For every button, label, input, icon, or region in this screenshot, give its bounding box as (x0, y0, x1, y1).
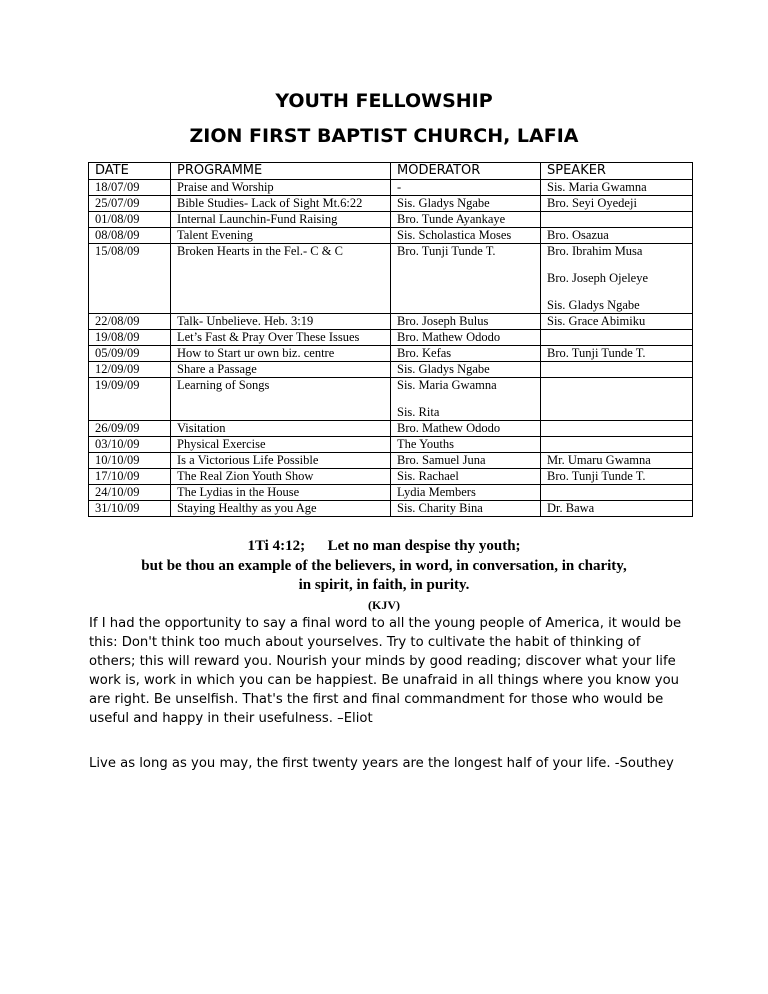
cell-moderator (391, 228, 541, 244)
cell-speaker (541, 485, 693, 501)
verse-line-3: in spirit, in faith, in purity. (298, 577, 470, 593)
moderator-line: Bro. Mathew Ododo (397, 330, 501, 344)
table-row (89, 244, 693, 314)
moderator-line: Bro. Tunji Tunde T. (397, 244, 496, 258)
cell-programme (171, 180, 391, 196)
speaker-line: Bro. Ibrahim Musa (547, 244, 643, 258)
verse-line-1: 1Ti 4:12; Let no man despise thy youth; (247, 538, 521, 554)
column-header-moderator: MODERATOR (391, 163, 541, 180)
cell-moderator (391, 362, 541, 378)
programme-line: The Real Zion Youth Show (177, 469, 314, 483)
moderator-line: Sis. Rachael (397, 469, 459, 483)
cell-moderator (391, 421, 541, 437)
moderator-line: The Youths (397, 437, 454, 451)
eliot-quote: If I had the opportunity to say a final word to all the young people of America, it would be this: Don't think too much about yourselves. Try to cultivate the habit of thinking of others; this will reward you. Nourish your minds by good reading; discover what your life work is, work in which you can be happiest. Be unafraid in all things where you know you are right. Be unselfish. That's the first and final commandment for those who would be useful and happy in their usefulness. –Eliot (89, 616, 682, 726)
verse-line-2: but be thou an example of the believers, in word, in conversation, in charity, (141, 557, 627, 574)
cell-moderator (391, 501, 541, 517)
table-row (89, 180, 693, 196)
cell-programme (171, 485, 391, 501)
cell-date: 25/07/09 (89, 196, 171, 212)
cell-programme (171, 421, 391, 437)
cell-programme (171, 453, 391, 469)
programme-line: Share a Passage (177, 362, 257, 376)
cell-moderator (391, 485, 541, 501)
programme-line: Praise and Worship (177, 180, 274, 194)
programme-line: The Lydias in the House (177, 485, 300, 499)
speaker-line: Sis. Grace Abimiku (547, 314, 646, 328)
cell-date: 26/09/09 (89, 421, 171, 437)
moderator-line: Bro. Joseph Bulus (397, 314, 489, 328)
programme-line: Internal Launchin-Fund Raising (177, 212, 338, 226)
speaker-line: Dr. Bawa (547, 501, 595, 515)
cell-moderator (391, 437, 541, 453)
moderator-line: Sis. Gladys Ngabe (397, 362, 490, 376)
southey-quote: Live as long as you may, the first twenty years are the longest half of your life. -Southey (89, 756, 674, 771)
cell-programme (171, 330, 391, 346)
speaker-line: Mr. Umaru Gwamna (547, 453, 651, 467)
cell-date: 22/08/09 (89, 314, 171, 330)
moderator-line: Sis. Gladys Ngabe (397, 196, 490, 210)
moderator-line: Bro. Tunde Ayankaye (397, 212, 506, 226)
cell-speaker (541, 212, 693, 228)
cell-programme (171, 212, 391, 228)
programme-line: Talent Evening (177, 228, 253, 242)
cell-programme (171, 244, 391, 314)
cell-moderator (391, 314, 541, 330)
programme-line: Visitation (177, 421, 226, 435)
cell-programme (171, 437, 391, 453)
column-header-programme: PROGRAMME (171, 163, 391, 180)
table-row (89, 378, 693, 421)
cell-speaker (541, 330, 693, 346)
cell-moderator (391, 196, 541, 212)
speaker-line: Bro. Tunji Tunde T. (547, 469, 646, 483)
programme-line: Let’s Fast & Pray Over These Issues (177, 330, 360, 344)
moderator-line: - (397, 180, 402, 194)
cell-programme (171, 346, 391, 362)
speaker-line: Bro. Tunji Tunde T. (547, 346, 646, 360)
cell-speaker (541, 346, 693, 362)
cell-moderator (391, 330, 541, 346)
cell-speaker (541, 501, 693, 517)
table-row (89, 437, 693, 453)
cell-moderator (391, 453, 541, 469)
cell-speaker (541, 314, 693, 330)
programme-line: Bible Studies- Lack of Sight Mt.6:22 (177, 196, 363, 210)
programme-line: Learning of Songs (177, 378, 270, 392)
cell-speaker (541, 437, 693, 453)
table-row (89, 453, 693, 469)
cell-date: 05/09/09 (89, 346, 171, 362)
cell-programme (171, 378, 391, 421)
cell-moderator (391, 346, 541, 362)
programme-line: How to Start ur own biz. centre (177, 346, 335, 360)
cell-date: 12/09/09 (89, 362, 171, 378)
table-row (89, 469, 693, 485)
document-title: YOUTH FELLOWSHIP (275, 90, 493, 112)
moderator-line: Lydia Members (397, 485, 476, 499)
table-row (89, 196, 693, 212)
cell-date: 01/08/09 (89, 212, 171, 228)
cell-programme (171, 362, 391, 378)
moderator-line: Sis. Charity Bina (397, 501, 483, 515)
cell-speaker (541, 244, 693, 314)
table-row (89, 330, 693, 346)
speaker-line: Bro. Osazua (547, 228, 609, 242)
cell-programme (171, 228, 391, 244)
table-header-row (89, 163, 693, 180)
cell-speaker (541, 228, 693, 244)
cell-date: 10/10/09 (89, 453, 171, 469)
cell-date: 17/10/09 (89, 469, 171, 485)
speaker-line: Bro. Joseph Ojeleye (547, 271, 649, 285)
cell-moderator (391, 378, 541, 421)
table-row (89, 314, 693, 330)
cell-date: 31/10/09 (89, 501, 171, 517)
cell-speaker (541, 378, 693, 421)
cell-speaker (541, 362, 693, 378)
moderator-line: Sis. Scholastica Moses (397, 228, 512, 242)
speaker-line: Bro. Seyi Oyedeji (547, 196, 637, 210)
cell-date: 03/10/09 (89, 437, 171, 453)
cell-speaker (541, 421, 693, 437)
verse-version: (KJV) (368, 597, 400, 612)
cell-speaker (541, 469, 693, 485)
cell-moderator (391, 212, 541, 228)
cell-moderator (391, 469, 541, 485)
cell-date: 19/08/09 (89, 330, 171, 346)
cell-programme (171, 501, 391, 517)
cell-speaker (541, 453, 693, 469)
cell-date: 18/07/09 (89, 180, 171, 196)
cell-programme (171, 469, 391, 485)
programme-line: Is a Victorious Life Possible (177, 453, 319, 467)
moderator-line: Bro. Mathew Ododo (397, 421, 501, 435)
cell-programme (171, 196, 391, 212)
cell-date: 08/08/09 (89, 228, 171, 244)
bible-verse (0, 537, 768, 612)
programme-line: Broken Hearts in the Fel.- C & C (177, 244, 343, 258)
speaker-line: Sis. Gladys Ngabe (547, 298, 640, 312)
programme-line: Physical Exercise (177, 437, 266, 451)
speaker-line: Sis. Maria Gwamna (547, 180, 647, 194)
schedule-body (89, 180, 693, 517)
table-row (89, 362, 693, 378)
cell-date: 19/09/09 (89, 378, 171, 421)
cell-speaker (541, 180, 693, 196)
table-row (89, 501, 693, 517)
table-row (89, 228, 693, 244)
table-row (89, 421, 693, 437)
programme-line: Talk- Unbelieve. Heb. 3:19 (177, 314, 314, 328)
cell-moderator (391, 244, 541, 314)
programme-line: Staying Healthy as you Age (177, 501, 317, 515)
cell-moderator (391, 180, 541, 196)
table-row (89, 346, 693, 362)
table-row (89, 212, 693, 228)
cell-programme (171, 314, 391, 330)
table-row (89, 485, 693, 501)
document-subtitle: ZION FIRST BAPTIST CHURCH, LAFIA (189, 125, 579, 147)
moderator-line: Bro. Kefas (397, 346, 452, 360)
cell-date: 24/10/09 (89, 485, 171, 501)
cell-speaker (541, 196, 693, 212)
cell-date: 15/08/09 (89, 244, 171, 314)
column-header-speaker: SPEAKER (541, 163, 693, 180)
moderator-line: Bro. Samuel Juna (397, 453, 486, 467)
column-header-date: DATE (89, 163, 171, 180)
moderator-line: Sis. Rita (397, 405, 440, 419)
schedule-table (88, 162, 693, 517)
moderator-line: Sis. Maria Gwamna (397, 378, 497, 392)
